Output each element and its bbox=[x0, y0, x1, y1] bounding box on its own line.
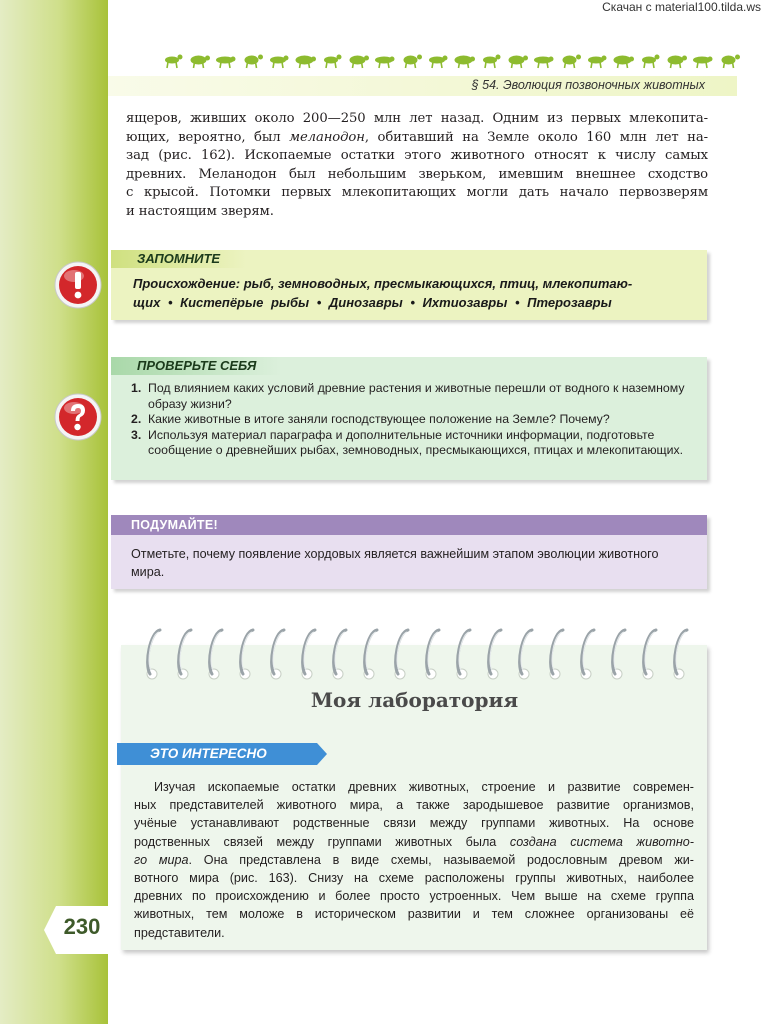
section-title: § 54. Эволюция позвоночных животных bbox=[471, 78, 705, 92]
animal-silhouette-head bbox=[708, 57, 713, 62]
left-margin-strip bbox=[0, 0, 108, 1024]
binding-ring-highlight bbox=[428, 632, 438, 670]
animal-silhouette-head bbox=[337, 55, 342, 60]
animal-silhouette-head bbox=[735, 55, 740, 60]
binding-ring-highlight bbox=[459, 632, 469, 670]
question-list bbox=[131, 381, 696, 459]
animal-silhouette-head bbox=[364, 56, 369, 61]
animal-silhouette-head bbox=[470, 57, 475, 62]
list-item: 1. Под влиянием каких условий древние растения и животные перешли от водного к наземному образу жизни? bbox=[131, 381, 685, 411]
body-line: ющих, вероятно, был меланодон, обитавший на Земле около 160 млн лет на- bbox=[126, 129, 708, 145]
think-title: ПОДУМАЙТЕ! bbox=[131, 518, 218, 532]
animal-silhouette bbox=[324, 57, 338, 64]
animal-silhouette bbox=[455, 56, 473, 65]
animal-silhouette-head bbox=[549, 57, 554, 62]
binding-ring-highlight bbox=[490, 632, 500, 670]
body-line: и настоящим зверям. bbox=[126, 203, 274, 219]
check-yourself-box bbox=[111, 357, 707, 480]
animal-silhouette bbox=[668, 56, 684, 65]
spiral-binding bbox=[130, 624, 710, 684]
binding-ring-highlight bbox=[211, 632, 221, 670]
check-title: ПРОВЕРЬТЕ СЕБЯ bbox=[111, 357, 282, 375]
interesting-text: Изучая ископаемые остатки древних животных, строение и развитие современ- ных представителей животного мира, а также зародышевое развитие организмов, учёные устанавливают родственные связи между группами животных. На основе родственных связей между группами животных была создана система животно- го мира. Она представлена в виде схемы, называемой родословным древом жи- вотного мира (рис. 163). Снизу на схеме расположены группы животных, наиболее древних по происхождению и более просто устроенных. Чем выше на схеме группа животных, тем моложе в историческом развитии и тем сложнее организованы её представители. bbox=[134, 780, 694, 940]
animal-silhouette-head bbox=[629, 57, 634, 62]
animal-silhouette-head bbox=[390, 57, 395, 62]
animal-silhouette-head bbox=[178, 55, 183, 60]
binding-ring-highlight bbox=[583, 632, 593, 670]
remember-text: Происхождение: рыб, земноводных, пресмыкающихся, птиц, млекопитаю- щих • Кистепёрые рыбы • Динозавры • Ихтиозавры • Птерозавры bbox=[133, 276, 633, 310]
animal-silhouette-head bbox=[284, 56, 289, 61]
animal-silhouette bbox=[642, 57, 656, 64]
animal-silhouette bbox=[350, 56, 366, 65]
interesting-title: ЭТО ИНТЕРЕСНО bbox=[150, 746, 267, 761]
animal-silhouette bbox=[296, 56, 314, 65]
body-line: ящеров, живших около 200—250 млн лет назад. Одним из первых млекопита- bbox=[126, 111, 708, 126]
animal-silhouette bbox=[165, 57, 179, 64]
binding-ring-highlight bbox=[180, 632, 190, 670]
binding-ring-highlight bbox=[645, 632, 655, 670]
think-box bbox=[111, 515, 707, 589]
question-icon bbox=[54, 393, 102, 441]
animal-silhouette-head bbox=[655, 55, 660, 60]
animal-silhouette-head bbox=[417, 55, 422, 60]
animal-silhouette bbox=[483, 57, 497, 64]
watermark: Скачан с material100.tilda.ws bbox=[602, 0, 761, 14]
animal-silhouette-head bbox=[205, 56, 210, 61]
binding-ring-highlight bbox=[397, 632, 407, 670]
binding-ring-highlight bbox=[614, 632, 624, 670]
exclamation-icon bbox=[54, 261, 102, 309]
binding-ring-highlight bbox=[335, 632, 345, 670]
binding-ring-highlight bbox=[242, 632, 252, 670]
body-paragraph bbox=[126, 110, 708, 221]
animal-silhouette-head bbox=[682, 56, 687, 61]
page-number: 230 bbox=[63, 914, 101, 939]
animal-silhouette-head bbox=[496, 55, 501, 60]
remember-title: ЗАПОМНИТЕ bbox=[111, 250, 246, 268]
animal-silhouette bbox=[509, 56, 525, 65]
body-line: с крысой. Потомки первых млекопитающих могли дать начало первозверям bbox=[126, 185, 708, 200]
animal-silhouette-head bbox=[231, 57, 236, 62]
remember-box bbox=[111, 250, 707, 320]
animal-silhouettes-band bbox=[160, 50, 740, 70]
animal-silhouette bbox=[191, 56, 207, 65]
binding-ring-highlight bbox=[149, 632, 159, 670]
list-item: 3. Используя материал параграфа и дополнительные источники информации, подготовьте сообщение о древнейших рыбах, земноводных, пресмыкающихся, птицах и млекопитающих. bbox=[131, 427, 684, 457]
lab-title: Моя лаборатория bbox=[310, 688, 519, 712]
list-item: 2. Какие животные в итоге заняли господствующее положение на Земле? Почему? bbox=[131, 412, 610, 426]
animal-silhouette-head bbox=[602, 56, 607, 61]
binding-ring-highlight bbox=[366, 632, 376, 670]
binding-ring-highlight bbox=[552, 632, 562, 670]
binding-ring-highlight bbox=[521, 632, 531, 670]
binding-ring-highlight bbox=[676, 632, 686, 670]
body-line: зад (рис. 162). Ископаемые остатки этого животного относят к числу самых bbox=[126, 148, 708, 163]
animal-silhouette-head bbox=[576, 55, 581, 60]
animal-silhouette-head bbox=[311, 57, 316, 62]
animal-silhouette bbox=[614, 56, 632, 65]
animal-silhouette-head bbox=[523, 56, 528, 61]
section-header-bar bbox=[108, 76, 737, 96]
animal-silhouette-head bbox=[258, 55, 263, 60]
animal-silhouette-head bbox=[443, 56, 448, 61]
binding-ring-highlight bbox=[273, 632, 283, 670]
binding-ring-highlight bbox=[304, 632, 314, 670]
body-line: древних. Меланодон был небольшим зверьком, имевшим внешнее сходство bbox=[126, 166, 708, 182]
think-text: Отметьте, почему появление хордовых является важнейшим этапом эволюции животного мира. bbox=[131, 547, 659, 579]
